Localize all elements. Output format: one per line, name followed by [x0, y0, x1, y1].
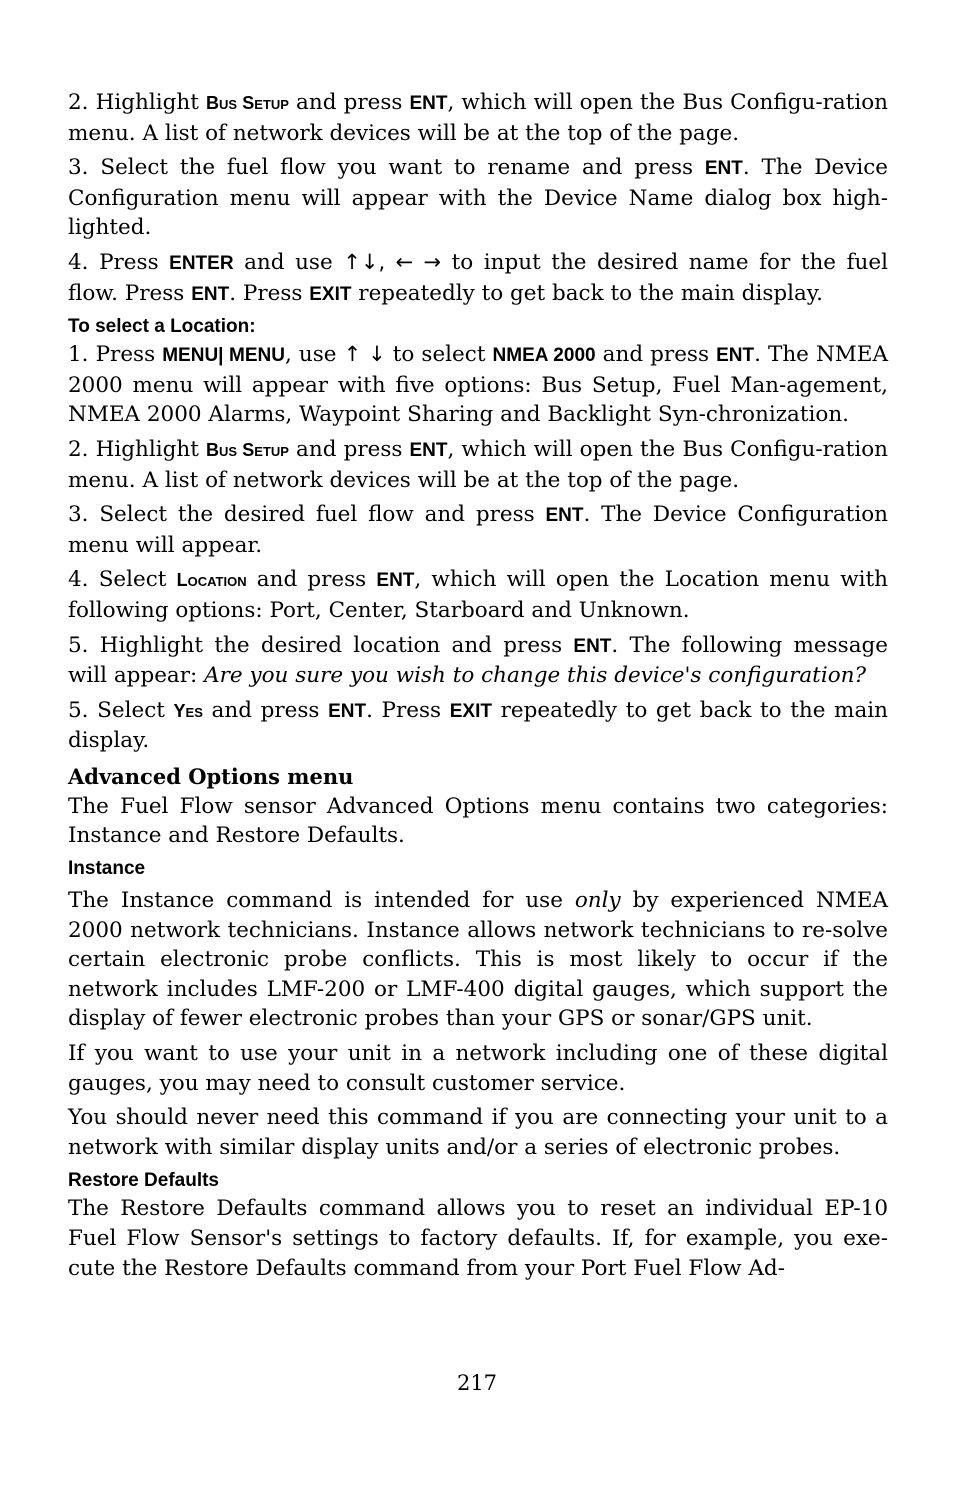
heading-advanced-options: Advanced Options menu	[68, 763, 354, 789]
key-exit: EXIT	[309, 283, 352, 305]
paragraph-advanced-intro: The Fuel Flow sensor Advanced Options menu contains two categories: Instance and Restore Defaults.	[68, 793, 888, 849]
key-menu-menu: MENU| MENU	[162, 345, 285, 367]
paragraph-never-need: You should never need this command if you are connecting your unit to a network with similar display units and/or a series of electronic probes.	[68, 1105, 888, 1160]
key-ent: ENT	[376, 570, 415, 592]
heading-select-location: To select a Location:	[68, 316, 256, 338]
key-ent: ENT	[409, 439, 448, 461]
heading-instance: Instance	[68, 858, 146, 880]
key-bus-setup: Bus Setup	[205, 439, 289, 460]
key-exit: EXIT	[449, 700, 492, 722]
manual-page	[68, 88, 888, 1288]
key-ent: ENT	[409, 93, 448, 114]
step-highlight-bus-setup: 2. Highlight Bus Setup and press ENT, which will open the Bus Configu-ration menu. A list of network devices will be at the top of the page.	[68, 90, 888, 146]
step-select-yes: 5. Select Yes and press ENT. Press EXIT repeatedly to get back to the main display.	[68, 697, 888, 754]
step-select-desired-fuel-flow: 3. Select the desired fuel flow and press ENT. The Device Configuration menu will appear.	[68, 502, 888, 558]
paragraph-restore-defaults: The Restore Defaults command allows you to reset an individual EP-10 Fuel Flow Sensor's settings to factory defaults. If, for example, you exe-cute the Restore Defaults command from your Port Fuel Flow Ad-	[68, 1196, 888, 1281]
step-highlight-location: 5. Highlight the desired location and press ENT. The following message will appear: Are you sure you wish to change this device's configuration?	[68, 632, 888, 689]
confirm-message: Are you sure you wish to change this device's configuration?	[204, 663, 867, 689]
paragraph-instance: The Instance command is intended for use only by experienced NMEA 2000 network technicians. Instance allows network technicians to re-solve certain electronic probe conflicts. This is most likely to occur if the network includes LMF-200 or LMF-400 digital gauges, which support the display of fewer electronic probes than your GPS or sonar/GPS unit.	[68, 888, 888, 1032]
key-ent: ENT	[704, 158, 743, 180]
key-enter: ENTER	[169, 252, 234, 274]
step-highlight-bus-setup-2: 2. Highlight Bus Setup and press ENT, which will open the Bus Configu-ration menu. A list of network devices will be at the top of the page.	[68, 436, 888, 493]
key-location: Location	[176, 570, 247, 591]
key-ent: ENT	[573, 635, 612, 657]
step-select-fuel-flow: 3. Select the fuel flow you want to rename and press ENT. The Device Configuration menu will appear with the Device Name dialog box high-lighted.	[68, 155, 888, 241]
paragraph-digital-gauges: If you want to use your unit in a network including one of these digital gauges, you may need to consult customer service.	[68, 1041, 888, 1096]
key-ent: ENT	[545, 505, 584, 527]
key-ent: ENT	[191, 283, 230, 305]
key-ent: ENT	[716, 345, 755, 367]
arrow-keys-icon: ↑↓, ← →	[343, 249, 442, 274]
key-yes: Yes	[173, 700, 203, 721]
arrow-keys-icon: ↑ ↓	[343, 342, 386, 367]
page-number: 217	[456, 1371, 498, 1395]
step-press-menu: 1. Press MENU| MENU, use ↑ ↓ to select NMEA 2000 and press ENT. The NMEA 2000 menu will appear with five options: Bus Setup, Fuel Man-agement, NMEA 2000 Alarms, Waypoint Sharing and Backlight Syn-chronization.	[68, 342, 889, 428]
key-nmea-2000: NMEA 2000	[492, 345, 596, 367]
step-press-enter: 4. Press ENTER and use ↑↓, ← → to input the desired name for the fuel flow. Press ENT. Press EXIT repeatedly to get back to the main display.	[68, 249, 888, 306]
key-ent: ENT	[328, 700, 367, 722]
key-bus-setup: Bus Setup	[205, 93, 289, 113]
step-select-location: 4. Select Location and press ENT, which will open the Location menu with following options: Port, Center, Starboard and Unknown.	[68, 567, 888, 623]
heading-restore-defaults: Restore Defaults	[68, 1170, 219, 1192]
